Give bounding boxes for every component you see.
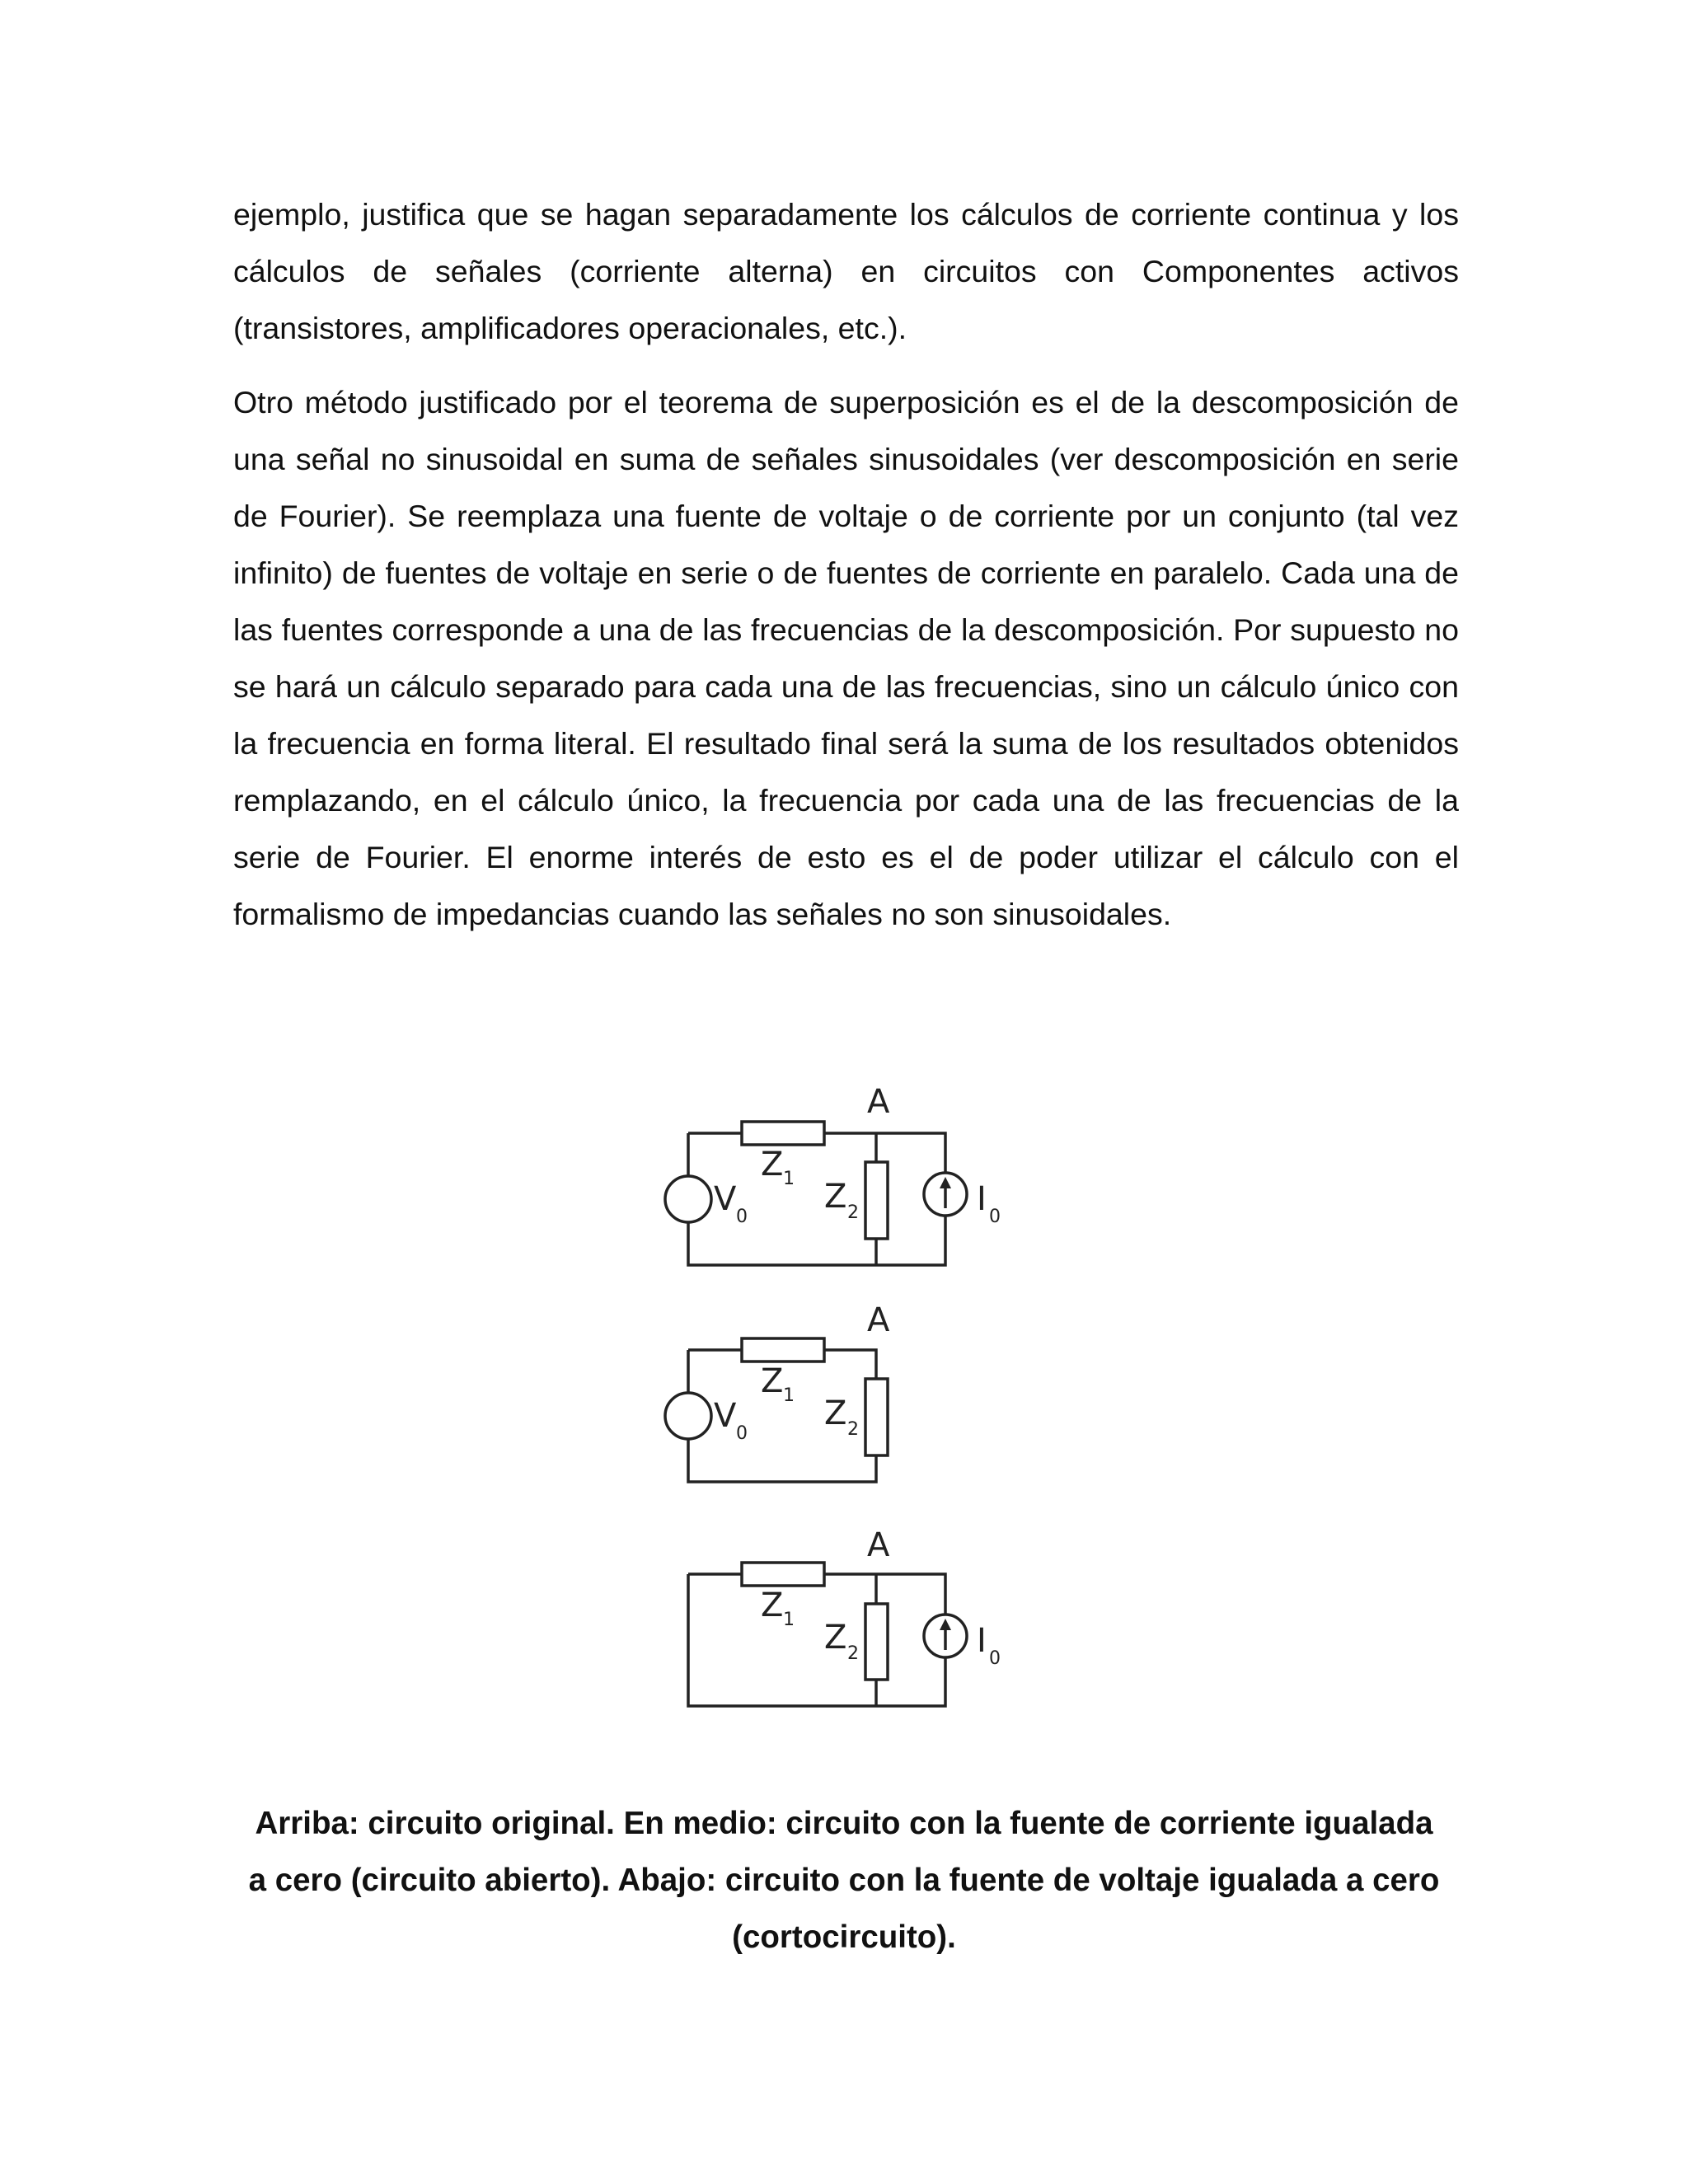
node-a-label: A <box>867 1088 890 1121</box>
node-a-label: A <box>867 1301 890 1339</box>
z2-subscript: 2 <box>847 1202 859 1223</box>
impedance-z2 <box>865 1379 888 1455</box>
v0-label: V <box>714 1397 737 1435</box>
z2-label: Z <box>824 1619 847 1657</box>
z1-subscript: 1 <box>783 1169 795 1189</box>
z1-label: Z <box>761 1362 784 1400</box>
v0-label: V <box>714 1180 737 1218</box>
circuit-voltage-source-shorted <box>688 1526 1001 1706</box>
voltage-source-v0 <box>665 1176 711 1222</box>
z2-label: Z <box>824 1178 847 1216</box>
node-a-label: A <box>867 1526 890 1564</box>
impedance-z1 <box>742 1122 824 1145</box>
paragraph-1: ejemplo, justifica que se hagan separadamente los cálculos de corriente continua y los cálculos de señales (corriente alterna) en circuitos con Componentes activos (transistores, amplificadores operacionales, etc.). <box>233 197 1459 345</box>
impedance-z1 <box>742 1338 824 1361</box>
impedance-z2 <box>865 1604 888 1680</box>
impedance-z2 <box>865 1162 888 1239</box>
circuit-original <box>665 1088 1001 1265</box>
z2-subscript: 2 <box>847 1419 859 1440</box>
impedance-z1 <box>742 1563 824 1586</box>
z2-label: Z <box>824 1394 847 1432</box>
z1-label: Z <box>761 1146 784 1183</box>
i0-subscript: 0 <box>989 1207 1001 1227</box>
circuit-current-source-open <box>665 1301 890 1482</box>
z1-subscript: 1 <box>783 1385 795 1406</box>
voltage-source-v0 <box>665 1393 711 1439</box>
figure-caption: Arriba: circuito original. En medio: circuito con la fuente de corriente igualada a cero (circuito abierto). Abajo: circuito con la fuente de voltaje igualada a cero (cortocircuito). <box>248 1806 1440 1955</box>
i0-label: I <box>977 1180 987 1218</box>
i0-label: I <box>977 1622 987 1660</box>
z1-label: Z <box>761 1586 784 1624</box>
z2-subscript: 2 <box>847 1643 859 1664</box>
circuit-diagrams-svg <box>643 1088 1039 1747</box>
i0-subscript: 0 <box>989 1648 1001 1669</box>
circuit-figure <box>643 1088 1039 1747</box>
z1-subscript: 1 <box>783 1610 795 1630</box>
v0-subscript: 0 <box>736 1207 748 1227</box>
paragraph-2: Otro método justificado por el teorema de superposición es el de la descomposición de una señal no sinusoidal en suma de señales sinusoidales (ver descomposición en serie de Fourier). Se reemplaza una fuente de voltaje o de corriente por un conjunto (tal vez infinito) de fuentes de voltaje en serie o de fuentes de corriente en paralelo. Cada una de las fuentes corresponde a una de las frecuencias de la descomposición. Por supuesto no se hará un cálculo separado para cada una de las frecuencias, sino un cálculo único con la frecuencia en forma literal. El resultado final será la suma de los resultados obtenidos remplazando, en el cálculo único, la frecuencia por cada una de las frecuencias de la serie de Fourier. El enorme interés de esto es el de poder utilizar el cálculo con el formalismo de impedancias cuando las señales no son sinusoidales. <box>233 385 1459 931</box>
v0-subscript: 0 <box>736 1423 748 1444</box>
